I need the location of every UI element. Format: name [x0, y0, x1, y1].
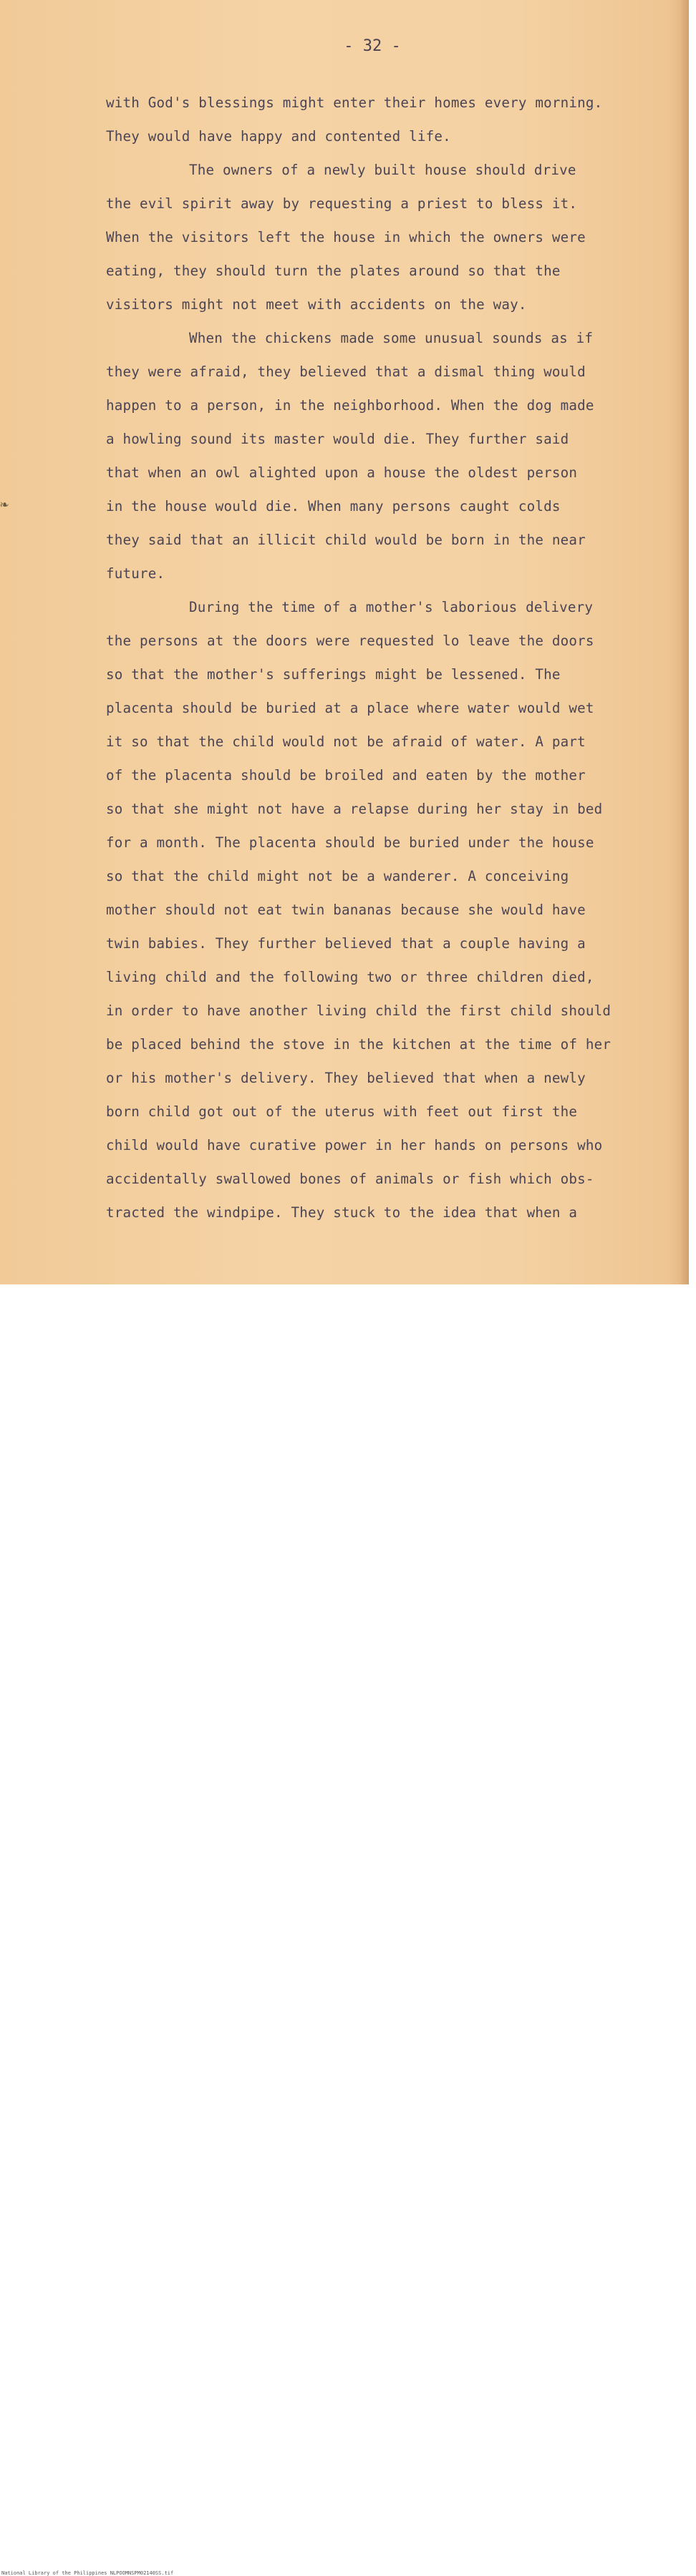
text-line: living child and the following two or three children died, [106, 969, 594, 985]
text-line: When the visitors left the house in which the owners were [106, 229, 586, 245]
text-line: for a month. The placenta should be buried under the house [106, 834, 594, 851]
paragraph-1 [106, 86, 622, 153]
text-line-content: When the chickens made some unusual sounds as if [189, 330, 594, 346]
text-line: tracted the windpipe. They stuck to the idea that when a [106, 1204, 578, 1221]
text-line: so that she might not have a relapse during her stay in bed [106, 801, 603, 817]
text-line-indented [106, 153, 622, 187]
text-line: in order to have another living child the first child should [106, 1002, 612, 1019]
text-line: eating, they should turn the plates around so that the [106, 263, 561, 279]
text-line: a howling sound its master would die. They further said [106, 431, 569, 447]
text-line: They would have happy and contented life. [106, 128, 451, 145]
text-line: or his mother's delivery. They believed that when a newly [106, 1070, 586, 1086]
text-line: child would have curative power in her hands on persons who [106, 1137, 603, 1153]
text-line: mother should not eat twin bananas because she would have [106, 902, 586, 918]
paragraph-2 [106, 153, 622, 321]
text-line: placenta should be buried at a place where water would wet [106, 700, 594, 716]
paragraph-4 [106, 590, 622, 1229]
text-line: it so that the child would not be afraid of water. A part [106, 733, 586, 750]
document-body [106, 86, 622, 1229]
text-line: be placed behind the stove in the kitchen at the time of her [106, 1036, 612, 1053]
text-line: so that the mother's sufferings might be lessened. The [106, 666, 561, 683]
text-line: twin babies. They further believed that a couple having a [106, 935, 586, 952]
text-line: the evil spirit away by requesting a priest to bless it. [106, 195, 578, 212]
text-line: accidentally swallowed bones of animals or fish which obs- [106, 1171, 594, 1187]
text-line: of the placenta should be broiled and eaten by the mother [106, 767, 586, 784]
page-number: - 32 - [344, 37, 401, 55]
text-line: happen to a person, in the neighborhood. When the dog made [106, 397, 594, 414]
text-line: they said that an illicit child would be born in the near [106, 532, 586, 548]
text-line: born child got out of the uterus with feet out first the [106, 1103, 578, 1120]
text-line-content: The owners of a newly built house should drive [189, 162, 576, 178]
text-line: in the house would die. When many persons caught colds [106, 498, 561, 514]
text-line: with God's blessings might enter their homes every morning. [106, 94, 603, 111]
scan-footer: National Library of the Philippines NLPOOMNSPM02140SS.tif [1, 2570, 174, 2576]
text-line-indented [106, 321, 622, 355]
ink-blot: ❧ [0, 495, 9, 512]
text-line: that when an owl alighted upon a house the oldest person [106, 464, 578, 481]
document-page [0, 0, 689, 1284]
paragraph-3 [106, 321, 622, 590]
text-line: the persons at the doors were requested lo leave the doors [106, 633, 594, 649]
text-line: visitors might not meet with accidents on the way. [106, 296, 527, 313]
text-line-indented [106, 590, 622, 624]
text-line-content: During the time of a mother's laborious delivery [189, 599, 594, 615]
text-line: so that the child might not be a wanderer. A conceiving [106, 868, 569, 884]
scan-footer-strip [0, 1284, 696, 2576]
text-line: they were afraid, they believed that a dismal thing would [106, 364, 586, 380]
text-line: future. [106, 565, 165, 582]
